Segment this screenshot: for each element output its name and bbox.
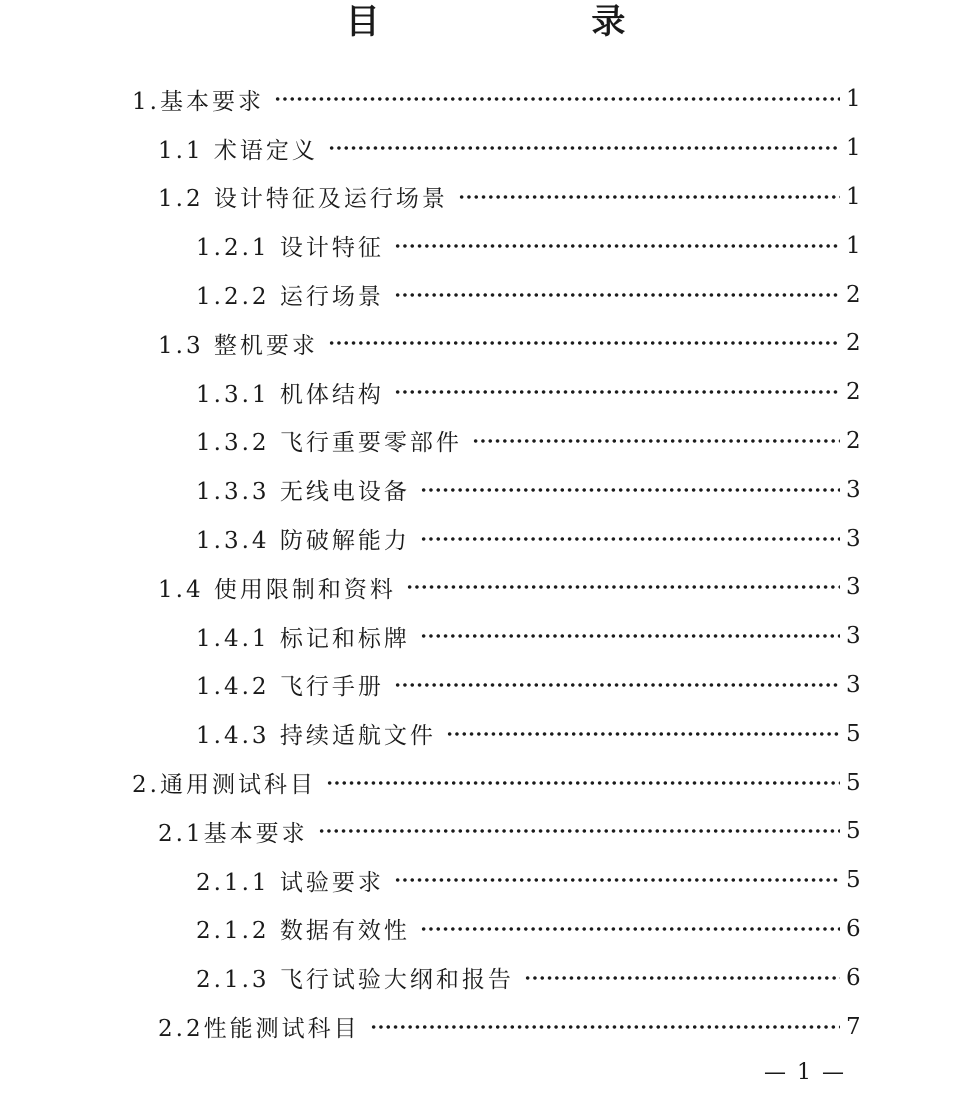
- toc-entry-label: 2.1.2 数据有效性: [196, 918, 410, 945]
- toc-entry[interactable]: [0, 270, 971, 319]
- toc-entry[interactable]: [0, 807, 971, 856]
- toc-entry-page: 2: [846, 281, 861, 308]
- toc-entry[interactable]: [0, 953, 971, 1002]
- toc-entry-label: 1.3 整机要求: [158, 332, 318, 359]
- toc-entry-label: 1.1 术语定义: [158, 137, 318, 164]
- toc-entry[interactable]: [0, 465, 971, 514]
- page-title: 目 录: [345, 2, 726, 42]
- toc-entry[interactable]: [0, 1002, 971, 1051]
- toc-dot-leader: [458, 195, 840, 199]
- toc-entry[interactable]: [0, 612, 971, 661]
- toc-entry-label: 1.2 设计特征及运行场景: [158, 186, 448, 213]
- toc-entry[interactable]: [0, 905, 971, 954]
- toc-entry-page: 6: [846, 915, 861, 942]
- toc-dot-leader: [274, 97, 840, 101]
- toc-entry-page: 3: [846, 671, 861, 698]
- toc-entry-label: 2.1.3 飞行试验大纲和报告: [196, 967, 514, 994]
- toc-dot-leader: [394, 683, 840, 687]
- toc-entry-label: 2.1基本要求: [158, 820, 308, 847]
- toc-entry-label: 2.1.1 试验要求: [196, 869, 384, 896]
- toc-entry[interactable]: [0, 319, 971, 368]
- toc-entry[interactable]: [0, 758, 971, 807]
- toc-entry-page: 5: [846, 818, 861, 845]
- toc-entry[interactable]: [0, 709, 971, 758]
- toc-dot-leader: [328, 146, 840, 150]
- toc-dot-leader: [394, 244, 840, 248]
- toc-dot-leader: [394, 293, 840, 297]
- toc-entry[interactable]: [0, 124, 971, 173]
- toc-entry-page: 1: [846, 86, 861, 113]
- toc-entry[interactable]: [0, 563, 971, 612]
- toc-entry[interactable]: [0, 368, 971, 417]
- toc-entry-page: 5: [846, 720, 861, 747]
- toc-entry-label: 1.4.3 持续适航文件: [196, 723, 436, 750]
- toc-dot-leader: [318, 829, 840, 833]
- toc-entry-page: 6: [846, 964, 861, 991]
- toc-dot-leader: [326, 781, 840, 785]
- toc-entry-page: 3: [846, 476, 861, 503]
- toc-entry[interactable]: [0, 417, 971, 466]
- toc-entry-page: 2: [846, 379, 861, 406]
- toc-entry-page: 5: [846, 867, 861, 894]
- toc-entry-label: 2.通用测试科目: [132, 772, 316, 799]
- toc-entry-label: 1.3.2 飞行重要零部件: [196, 430, 462, 457]
- toc-entry-label: 1.2.1 设计特征: [196, 235, 384, 262]
- toc-dot-leader: [406, 585, 840, 589]
- toc-dot-leader: [420, 927, 840, 931]
- toc-entry-label: 1.2.2 运行场景: [196, 284, 384, 311]
- toc-entry-label: 2.2性能测试科目: [158, 1016, 360, 1043]
- toc-entry-label: 1.3.3 无线电设备: [196, 479, 410, 506]
- toc-entry-label: 1.4 使用限制和资料: [158, 576, 396, 603]
- toc-dot-leader: [394, 878, 840, 882]
- toc-dot-leader: [328, 341, 840, 345]
- table-of-contents: [0, 75, 971, 1051]
- toc-entry-page: 5: [846, 769, 861, 796]
- toc-dot-leader: [370, 1025, 840, 1029]
- toc-dot-leader: [420, 537, 840, 541]
- toc-entry-label: 1.4.2 飞行手册: [196, 674, 384, 701]
- toc-entry-page: 1: [846, 135, 861, 162]
- toc-entry[interactable]: [0, 173, 971, 222]
- toc-entry-page: 3: [846, 525, 861, 552]
- toc-entry[interactable]: [0, 856, 971, 905]
- toc-entry[interactable]: [0, 75, 971, 124]
- toc-entry-label: 1.3.1 机体结构: [196, 381, 384, 408]
- toc-entry-page: 3: [846, 623, 861, 650]
- toc-entry-page: 3: [846, 574, 861, 601]
- toc-entry-page: 1: [846, 183, 861, 210]
- toc-entry-label: 1.4.1 标记和标牌: [196, 625, 410, 652]
- toc-entry-label: 1.3.4 防破解能力: [196, 528, 410, 555]
- toc-entry[interactable]: [0, 221, 971, 270]
- toc-entry-page: 1: [846, 232, 861, 259]
- toc-entry[interactable]: [0, 661, 971, 710]
- toc-dot-leader: [446, 732, 840, 736]
- toc-entry-page: 2: [846, 427, 861, 454]
- toc-dot-leader: [524, 976, 840, 980]
- toc-entry[interactable]: [0, 514, 971, 563]
- toc-entry-page: 7: [846, 1013, 861, 1040]
- toc-entry-label: 1.基本要求: [132, 88, 264, 115]
- toc-dot-leader: [472, 439, 840, 443]
- toc-dot-leader: [394, 390, 840, 394]
- toc-entry-page: 2: [846, 330, 861, 357]
- toc-dot-leader: [420, 634, 840, 638]
- page-number-footer: — 1 —: [764, 1060, 846, 1085]
- toc-dot-leader: [420, 488, 840, 492]
